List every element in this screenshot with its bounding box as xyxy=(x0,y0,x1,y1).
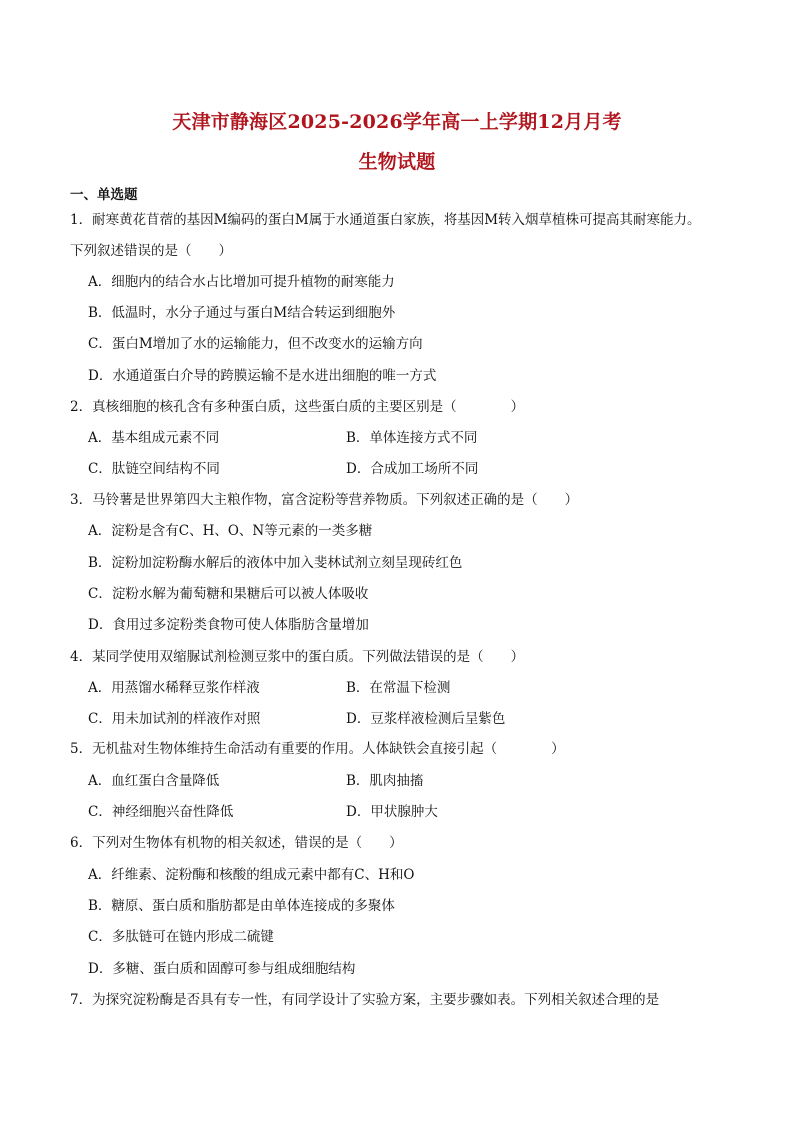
question-2-option-c: C．肽链空间结构不同 xyxy=(88,461,220,477)
question-4-stem: 4．某同学使用双缩脲试剂检测豆浆中的蛋白质。下列做法错误的是（ ） xyxy=(70,649,525,665)
question-5-option-c: C．神经细胞兴奋性降低 xyxy=(88,804,234,820)
question-3-option-d: D．食用过多淀粉类食物可使人体脂肪含量增加 xyxy=(88,617,369,633)
question-6-option-b: B．糖原、蛋白质和脂肪都是由单体连接成的多聚体 xyxy=(88,898,395,914)
question-1-stem-line1: 1．耐寒黄花苜蓿的基因M编码的蛋白M属于水通道蛋白家族，将基因M转入烟草植株可提高其耐寒能力。 xyxy=(70,212,701,228)
question-3-option-b: B．淀粉加淀粉酶水解后的液体中加入斐林试剂立刻呈现砖红色 xyxy=(88,555,463,571)
question-7-stem: 7．为探究淀粉酶是否具有专一性，有同学设计了实验方案，主要步骤如表。下列相关叙述合理的是 xyxy=(70,992,660,1008)
question-5-option-a: A．血红蛋白含量降低 xyxy=(88,773,220,789)
page-title: 天津市静海区2025-2026学年高一上学期12月月考 xyxy=(172,111,622,133)
question-1-stem-line2: 下列叙述错误的是（ ） xyxy=(70,243,232,259)
question-3-option-c: C．淀粉水解为葡萄糖和果糖后可以被人体吸收 xyxy=(88,586,369,602)
question-2-option-b: B．单体连接方式不同 xyxy=(346,430,478,446)
question-1-option-b: B．低温时，水分子通过与蛋白M结合转运到细胞外 xyxy=(88,305,396,321)
question-2-stem: 2．真核细胞的核孔含有多种蛋白质，这些蛋白质的主要区别是（ ） xyxy=(70,399,525,415)
question-1-option-d: D．水通道蛋白介导的跨膜运输不是水进出细胞的唯一方式 xyxy=(88,368,437,384)
question-6-option-d: D．多糖、蛋白质和固醇可参与组成细胞结构 xyxy=(88,961,356,977)
question-4-option-a: A．用蒸馏水稀释豆浆作样液 xyxy=(88,680,260,696)
question-5-option-d: D．甲状腺肿大 xyxy=(346,804,438,820)
question-6-option-c: C．多肽链可在链内形成二硫键 xyxy=(88,929,274,945)
question-3-stem: 3．马铃薯是世界第四大主粮作物，富含淀粉等营养物质。下列叙述正确的是（ ） xyxy=(70,492,579,508)
page-subtitle: 生物试题 xyxy=(358,151,436,173)
question-6-stem: 6．下列对生物体有机物的相关叙述，错误的是（ ） xyxy=(70,835,403,851)
question-1-option-a: A．细胞内的结合水占比增加可提升植物的耐寒能力 xyxy=(88,274,395,290)
question-2-option-a: A．基本组成元素不同 xyxy=(88,430,220,446)
question-4-option-d: D．豆浆样液检测后呈紫色 xyxy=(346,711,506,727)
question-6-option-a: A．纤维素、淀粉酶和核酸的组成元素中都有C、H和O xyxy=(88,867,415,883)
question-5-option-b: B．肌肉抽搐 xyxy=(346,773,424,789)
section-heading: 一、单选题 xyxy=(70,187,138,203)
question-4-option-b: B．在常温下检测 xyxy=(346,680,451,696)
question-3-option-a: A．淀粉是含有C、H、O、N等元素的一类多糖 xyxy=(88,523,373,539)
question-5-stem: 5．无机盐对生物体维持生命活动有重要的作用。人体缺铁会直接引起（ ） xyxy=(70,741,565,757)
question-2-option-d: D．合成加工场所不同 xyxy=(346,461,479,477)
question-1-option-c: C．蛋白M增加了水的运输能力，但不改变水的运输方向 xyxy=(88,336,423,352)
question-4-option-c: C．用未加试剂的样液作对照 xyxy=(88,711,261,727)
